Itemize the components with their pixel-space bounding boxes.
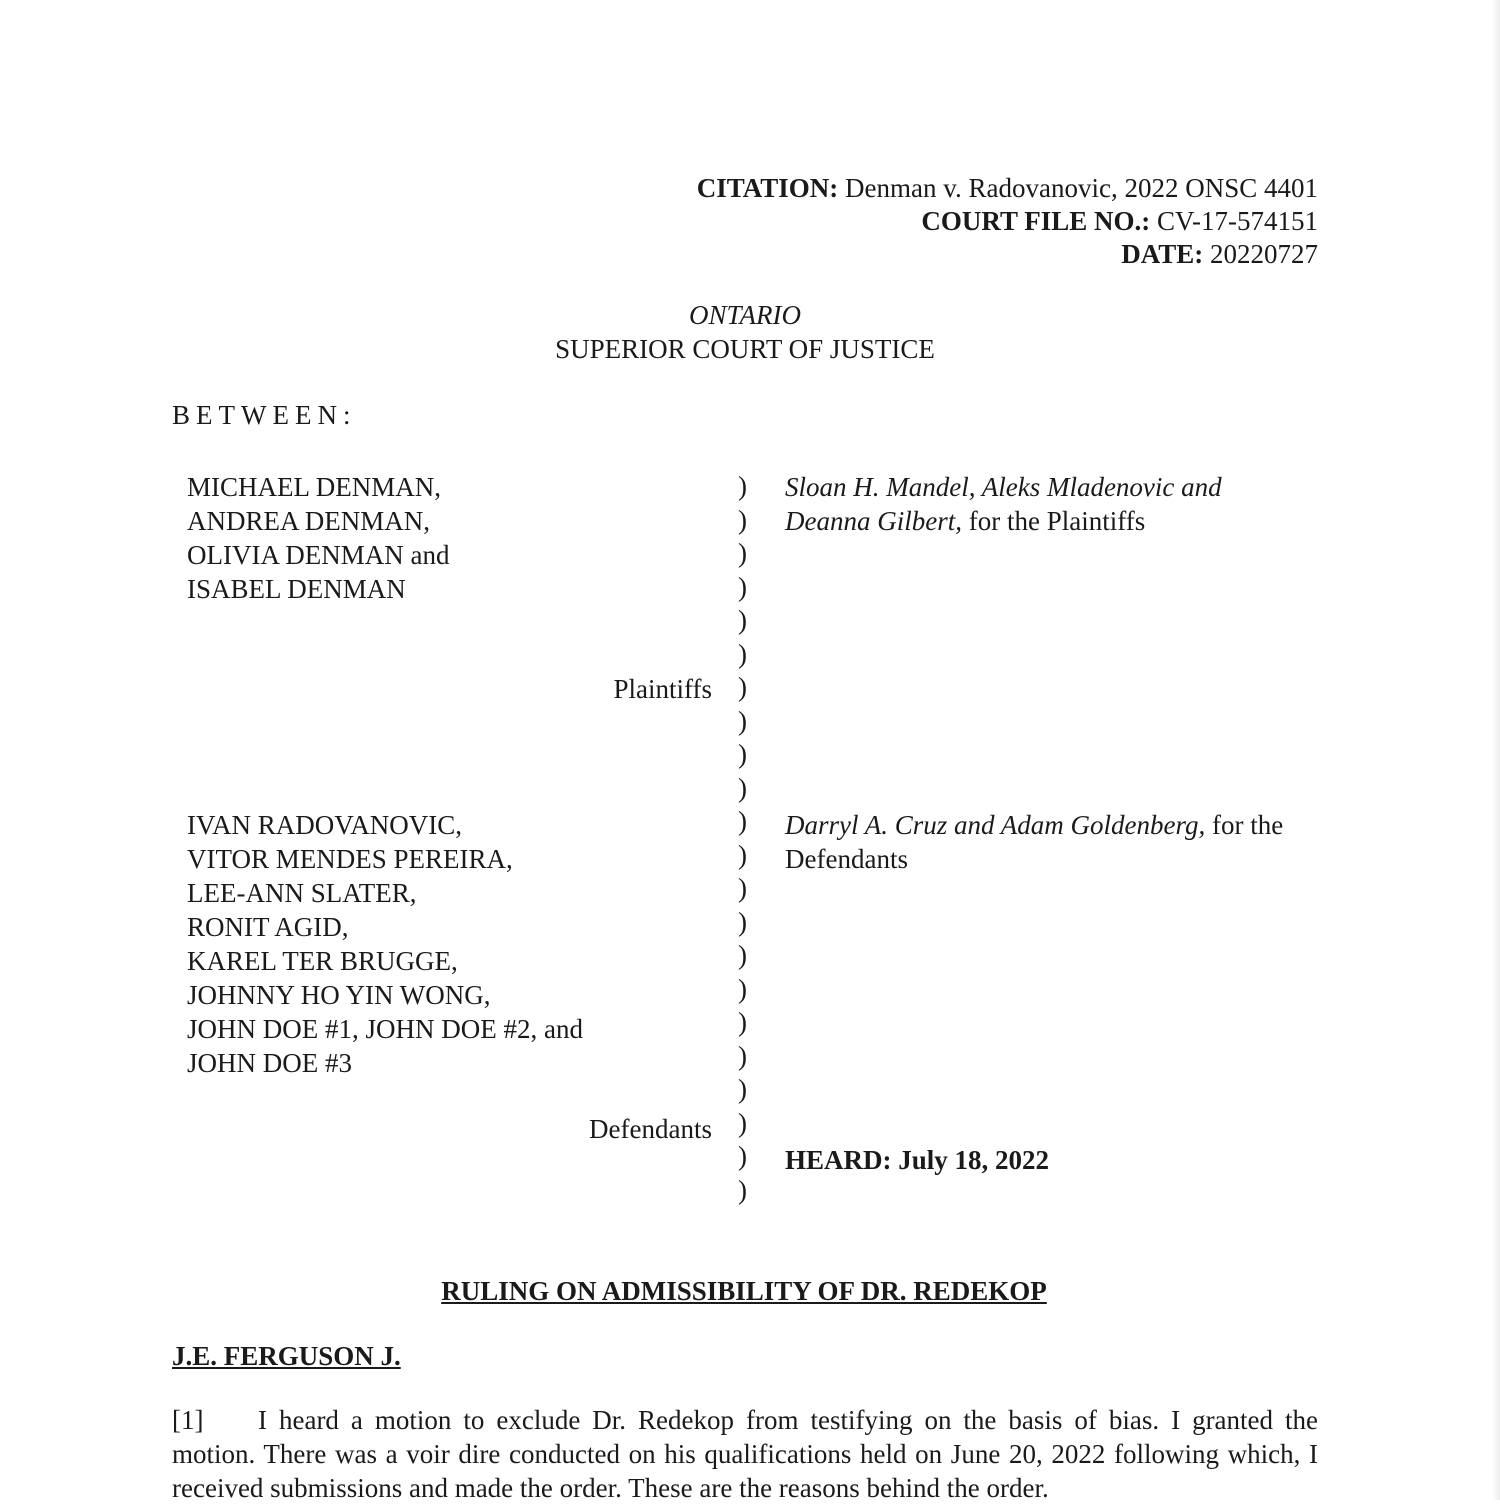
defendant-name: RONIT AGID, bbox=[187, 912, 349, 942]
paragraph-text: I heard a motion to exclude Dr. Redekop from testifying on the basis of bias. I granted the motion. There was a voir dire conducted on his qualifications held on June 20, 2022 following which, I received submissions and made the order. These are the reasons behind the order. bbox=[172, 1405, 1318, 1503]
court-name: SUPERIOR COURT OF JUSTICE bbox=[555, 334, 935, 364]
defendant-name: KAREL TER BRUGGE, bbox=[187, 946, 458, 976]
plaintiff-name: MICHAEL DENMAN, bbox=[187, 472, 441, 502]
paren-mark: ) bbox=[738, 504, 747, 535]
paren-mark: ) bbox=[738, 638, 747, 669]
defendants-counsel-names: Darryl A. Cruz and Adam Goldenberg, bbox=[785, 810, 1206, 840]
paren-mark: ) bbox=[738, 806, 747, 836]
paren-mark: ) bbox=[738, 538, 747, 568]
paren-mark: ) bbox=[738, 1007, 747, 1037]
judge-name: J.E. FERGUSON J. bbox=[172, 1341, 401, 1371]
defendants-role: Defendants bbox=[589, 1114, 712, 1144]
date-line bbox=[697, 238, 1318, 271]
paren-mark: ) bbox=[738, 1141, 747, 1171]
plaintiffs-counsel-names: Sloan H. Mandel, Aleks Mladenovic and Deanna Gilbert, bbox=[785, 472, 1222, 536]
paren-mark: ) bbox=[738, 772, 747, 803]
plaintiffs-role: Plaintiffs bbox=[613, 674, 712, 704]
court-heading bbox=[0, 298, 1490, 366]
paren-mark: ) bbox=[738, 672, 747, 702]
defendant-name: VITOR MENDES PEREIRA, bbox=[187, 844, 513, 874]
plaintiff-names bbox=[187, 470, 449, 606]
date-value: 20220727 bbox=[1210, 239, 1318, 269]
citation-value: Denman v. Radovanovic, 2022 ONSC 4401 bbox=[845, 173, 1318, 203]
date-label: DATE: bbox=[1121, 239, 1204, 269]
paren-mark: ) bbox=[738, 571, 747, 602]
court-file-line bbox=[697, 205, 1318, 238]
province: ONTARIO bbox=[689, 300, 801, 330]
paren-mark: ) bbox=[738, 1174, 747, 1205]
paragraph-number: [1] bbox=[172, 1405, 204, 1435]
plaintiff-name: ISABEL DENMAN bbox=[187, 574, 406, 604]
citation-header bbox=[697, 172, 1318, 271]
plaintiff-name: OLIVIA DENMAN and bbox=[187, 540, 450, 570]
paren-mark: ) bbox=[738, 739, 747, 769]
heard-date: HEARD: July 18, 2022 bbox=[785, 1145, 1050, 1175]
paren-mark: ) bbox=[738, 873, 747, 903]
paren-mark: ) bbox=[738, 1040, 747, 1071]
paren-mark: ) bbox=[738, 1107, 747, 1138]
defendant-names bbox=[187, 808, 583, 1080]
defendant-name: JOHN DOE #3 bbox=[187, 1048, 352, 1078]
paren-mark: ) bbox=[738, 1074, 747, 1104]
paren-mark: ) bbox=[738, 839, 747, 870]
plaintiffs-counsel bbox=[785, 470, 1305, 538]
between-label: BETWEEN: bbox=[172, 400, 357, 430]
paren-mark: ) bbox=[738, 471, 747, 501]
court-file-label: COURT FILE NO.: bbox=[921, 206, 1151, 236]
paren-mark: ) bbox=[738, 973, 747, 1004]
citation-line bbox=[697, 172, 1318, 205]
defendant-name: LEE-ANN SLATER, bbox=[187, 878, 417, 908]
paren-mark: ) bbox=[738, 940, 747, 970]
paragraph-1 bbox=[172, 1403, 1318, 1505]
defendant-name: JOHNNY HO YIN WONG, bbox=[187, 980, 491, 1010]
paren-mark: ) bbox=[738, 906, 747, 937]
paren-mark: ) bbox=[738, 605, 747, 635]
paren-mark: ) bbox=[738, 705, 747, 736]
citation-label: CITATION: bbox=[696, 173, 839, 203]
defendant-name: IVAN RADOVANOVIC, bbox=[187, 810, 463, 840]
plaintiff-name: ANDREA DENMAN, bbox=[187, 506, 430, 536]
plaintiffs-counsel-suffix: for the Plaintiffs bbox=[968, 506, 1146, 536]
court-file-value: CV-17-574151 bbox=[1156, 206, 1318, 236]
page-edge bbox=[1492, 0, 1500, 1500]
defendant-name: JOHN DOE #1, JOHN DOE #2, and bbox=[187, 1014, 583, 1044]
ruling-title: RULING ON ADMISSIBILITY OF DR. REDEKOP bbox=[441, 1276, 1047, 1306]
defendants-counsel-suffix: for the Defendants bbox=[785, 810, 1284, 874]
parenthesis-column bbox=[738, 470, 747, 1207]
defendants-counsel bbox=[785, 808, 1305, 876]
